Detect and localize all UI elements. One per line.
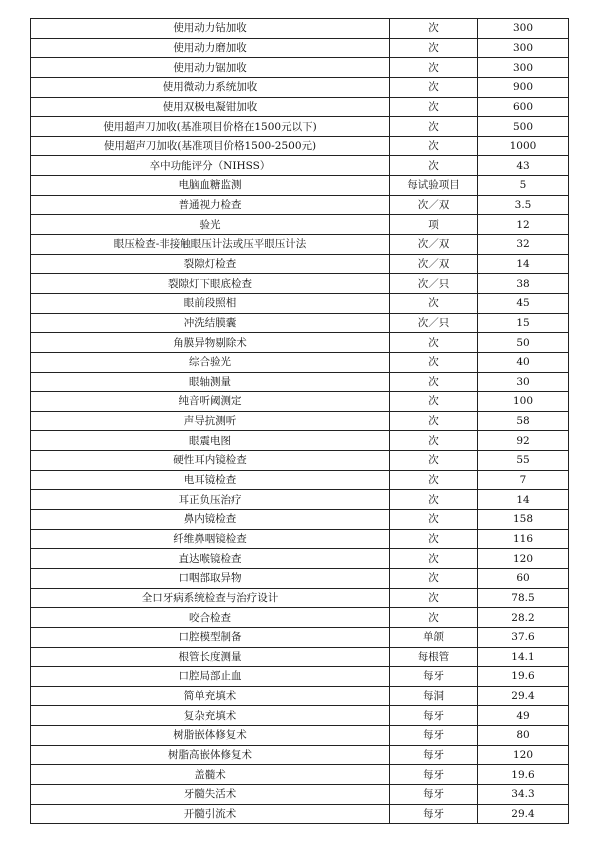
table-row <box>31 77 569 97</box>
price-cell: 100 <box>478 392 569 412</box>
item-name-cell: 使用动力锯加收 <box>31 58 390 78</box>
price-cell: 120 <box>478 549 569 569</box>
table-row <box>31 804 569 824</box>
item-name-cell: 树脂高嵌体修复术 <box>31 745 390 765</box>
unit-cell: 次 <box>390 19 478 39</box>
table-row <box>31 176 569 196</box>
item-name-cell: 简单充填术 <box>31 686 390 706</box>
item-name-cell: 使用动力钻加收 <box>31 19 390 39</box>
price-cell: 500 <box>478 117 569 137</box>
item-name-cell: 树脂嵌体修复术 <box>31 726 390 746</box>
unit-cell: 每牙 <box>390 765 478 785</box>
table-row <box>31 627 569 647</box>
price-cell: 600 <box>478 97 569 117</box>
unit-cell: 项 <box>390 215 478 235</box>
unit-cell: 每牙 <box>390 667 478 687</box>
price-cell: 40 <box>478 352 569 372</box>
price-cell: 58 <box>478 411 569 431</box>
unit-cell: 每牙 <box>390 706 478 726</box>
item-name-cell: 盖髓术 <box>31 765 390 785</box>
price-cell: 78.5 <box>478 588 569 608</box>
table-row <box>31 529 569 549</box>
price-cell: 14 <box>478 254 569 274</box>
item-name-cell: 咬合检查 <box>31 608 390 628</box>
item-name-cell: 根管长度测量 <box>31 647 390 667</box>
unit-cell: 次 <box>390 333 478 353</box>
table-row <box>31 647 569 667</box>
unit-cell: 次 <box>390 470 478 490</box>
fee-table <box>30 18 569 824</box>
table-row <box>31 333 569 353</box>
table-row <box>31 470 569 490</box>
price-cell: 7 <box>478 470 569 490</box>
price-cell: 34.3 <box>478 784 569 804</box>
unit-cell: 次／只 <box>390 274 478 294</box>
table-row <box>31 667 569 687</box>
unit-cell: 次 <box>390 568 478 588</box>
item-name-cell: 使用超声刀加收(基准项目价格在1500元以下) <box>31 117 390 137</box>
unit-cell: 每洞 <box>390 686 478 706</box>
item-name-cell: 眼轴测量 <box>31 372 390 392</box>
item-name-cell: 口咽部取异物 <box>31 568 390 588</box>
item-name-cell: 牙髓失活术 <box>31 784 390 804</box>
unit-cell: 次 <box>390 431 478 451</box>
item-name-cell: 角膜异物剔除术 <box>31 333 390 353</box>
unit-cell: 次 <box>390 608 478 628</box>
table-row <box>31 431 569 451</box>
price-cell: 37.6 <box>478 627 569 647</box>
unit-cell: 次 <box>390 549 478 569</box>
price-cell: 300 <box>478 38 569 58</box>
price-cell: 19.6 <box>478 667 569 687</box>
price-cell: 80 <box>478 726 569 746</box>
price-cell: 32 <box>478 235 569 255</box>
unit-cell: 次 <box>390 293 478 313</box>
unit-cell: 每牙 <box>390 745 478 765</box>
table-row <box>31 136 569 156</box>
price-cell: 300 <box>478 58 569 78</box>
unit-cell: 次／只 <box>390 313 478 333</box>
item-name-cell: 复杂充填术 <box>31 706 390 726</box>
price-cell: 116 <box>478 529 569 549</box>
unit-cell: 单颌 <box>390 627 478 647</box>
item-name-cell: 卒中功能评分（NIHSS） <box>31 156 390 176</box>
unit-cell: 次 <box>390 77 478 97</box>
price-cell: 12 <box>478 215 569 235</box>
item-name-cell: 电耳镜检查 <box>31 470 390 490</box>
item-name-cell: 普通视力检查 <box>31 195 390 215</box>
item-name-cell: 使用双极电凝钳加收 <box>31 97 390 117</box>
price-cell: 45 <box>478 293 569 313</box>
table-row <box>31 784 569 804</box>
table-row <box>31 58 569 78</box>
unit-cell: 次 <box>390 510 478 530</box>
price-cell: 120 <box>478 745 569 765</box>
price-cell: 29.4 <box>478 686 569 706</box>
fee-table-body <box>31 19 569 824</box>
unit-cell: 次 <box>390 392 478 412</box>
unit-cell: 每牙 <box>390 804 478 824</box>
table-row <box>31 588 569 608</box>
table-row <box>31 490 569 510</box>
unit-cell: 次 <box>390 451 478 471</box>
unit-cell: 次 <box>390 117 478 137</box>
table-row <box>31 510 569 530</box>
item-name-cell: 使用超声刀加收(基准项目价格1500-2500元) <box>31 136 390 156</box>
price-cell: 15 <box>478 313 569 333</box>
unit-cell: 次 <box>390 97 478 117</box>
price-cell: 43 <box>478 156 569 176</box>
price-cell: 5 <box>478 176 569 196</box>
item-name-cell: 全口牙病系统检查与治疗设计 <box>31 588 390 608</box>
unit-cell: 每试验项目 <box>390 176 478 196</box>
item-name-cell: 裂隙灯检查 <box>31 254 390 274</box>
unit-cell: 次 <box>390 156 478 176</box>
unit-cell: 次 <box>390 38 478 58</box>
unit-cell: 次／双 <box>390 254 478 274</box>
table-row <box>31 97 569 117</box>
item-name-cell: 眼前段照相 <box>31 293 390 313</box>
item-name-cell: 使用微动力系统加收 <box>31 77 390 97</box>
table-row <box>31 392 569 412</box>
table-row <box>31 19 569 39</box>
price-cell: 900 <box>478 77 569 97</box>
price-cell: 55 <box>478 451 569 471</box>
unit-cell: 次 <box>390 136 478 156</box>
table-row <box>31 293 569 313</box>
price-cell: 14.1 <box>478 647 569 667</box>
table-row <box>31 706 569 726</box>
unit-cell: 次 <box>390 352 478 372</box>
item-name-cell: 眼压检查-非接触眼压计法或压平眼压计法 <box>31 235 390 255</box>
price-cell: 38 <box>478 274 569 294</box>
item-name-cell: 电脑血糖监测 <box>31 176 390 196</box>
price-cell: 14 <box>478 490 569 510</box>
unit-cell: 每牙 <box>390 784 478 804</box>
table-row <box>31 313 569 333</box>
item-name-cell: 冲洗结膜囊 <box>31 313 390 333</box>
item-name-cell: 裂隙灯下眼底检查 <box>31 274 390 294</box>
item-name-cell: 声导抗测听 <box>31 411 390 431</box>
price-cell: 50 <box>478 333 569 353</box>
item-name-cell: 口腔局部止血 <box>31 667 390 687</box>
table-row <box>31 745 569 765</box>
item-name-cell: 直达喉镜检查 <box>31 549 390 569</box>
item-name-cell: 耳正负压治疗 <box>31 490 390 510</box>
table-row <box>31 411 569 431</box>
price-cell: 300 <box>478 19 569 39</box>
unit-cell: 次 <box>390 529 478 549</box>
table-row <box>31 156 569 176</box>
item-name-cell: 纯音听阈测定 <box>31 392 390 412</box>
unit-cell: 次／双 <box>390 235 478 255</box>
unit-cell: 次 <box>390 372 478 392</box>
item-name-cell: 纤维鼻咽镜检查 <box>31 529 390 549</box>
unit-cell: 次 <box>390 588 478 608</box>
unit-cell: 每根管 <box>390 647 478 667</box>
price-cell: 92 <box>478 431 569 451</box>
table-row <box>31 568 569 588</box>
table-row <box>31 254 569 274</box>
unit-cell: 次 <box>390 490 478 510</box>
unit-cell: 每牙 <box>390 726 478 746</box>
item-name-cell: 口腔模型制备 <box>31 627 390 647</box>
table-row <box>31 38 569 58</box>
table-row <box>31 451 569 471</box>
price-cell: 3.5 <box>478 195 569 215</box>
table-row <box>31 372 569 392</box>
price-cell: 29.4 <box>478 804 569 824</box>
table-row <box>31 235 569 255</box>
table-row <box>31 765 569 785</box>
unit-cell: 次 <box>390 411 478 431</box>
price-cell: 1000 <box>478 136 569 156</box>
table-row <box>31 215 569 235</box>
unit-cell: 次 <box>390 58 478 78</box>
table-row <box>31 195 569 215</box>
item-name-cell: 使用动力磨加收 <box>31 38 390 58</box>
price-cell: 30 <box>478 372 569 392</box>
item-name-cell: 硬性耳内镜检查 <box>31 451 390 471</box>
price-cell: 28.2 <box>478 608 569 628</box>
price-cell: 60 <box>478 568 569 588</box>
item-name-cell: 验光 <box>31 215 390 235</box>
table-row <box>31 686 569 706</box>
table-row <box>31 274 569 294</box>
item-name-cell: 眼震电图 <box>31 431 390 451</box>
price-cell: 19.6 <box>478 765 569 785</box>
price-cell: 158 <box>478 510 569 530</box>
table-row <box>31 117 569 137</box>
item-name-cell: 开髓引流术 <box>31 804 390 824</box>
unit-cell: 次／双 <box>390 195 478 215</box>
table-row <box>31 352 569 372</box>
table-row <box>31 549 569 569</box>
table-row <box>31 726 569 746</box>
item-name-cell: 综合验光 <box>31 352 390 372</box>
price-cell: 49 <box>478 706 569 726</box>
table-row <box>31 608 569 628</box>
item-name-cell: 鼻内镜检查 <box>31 510 390 530</box>
